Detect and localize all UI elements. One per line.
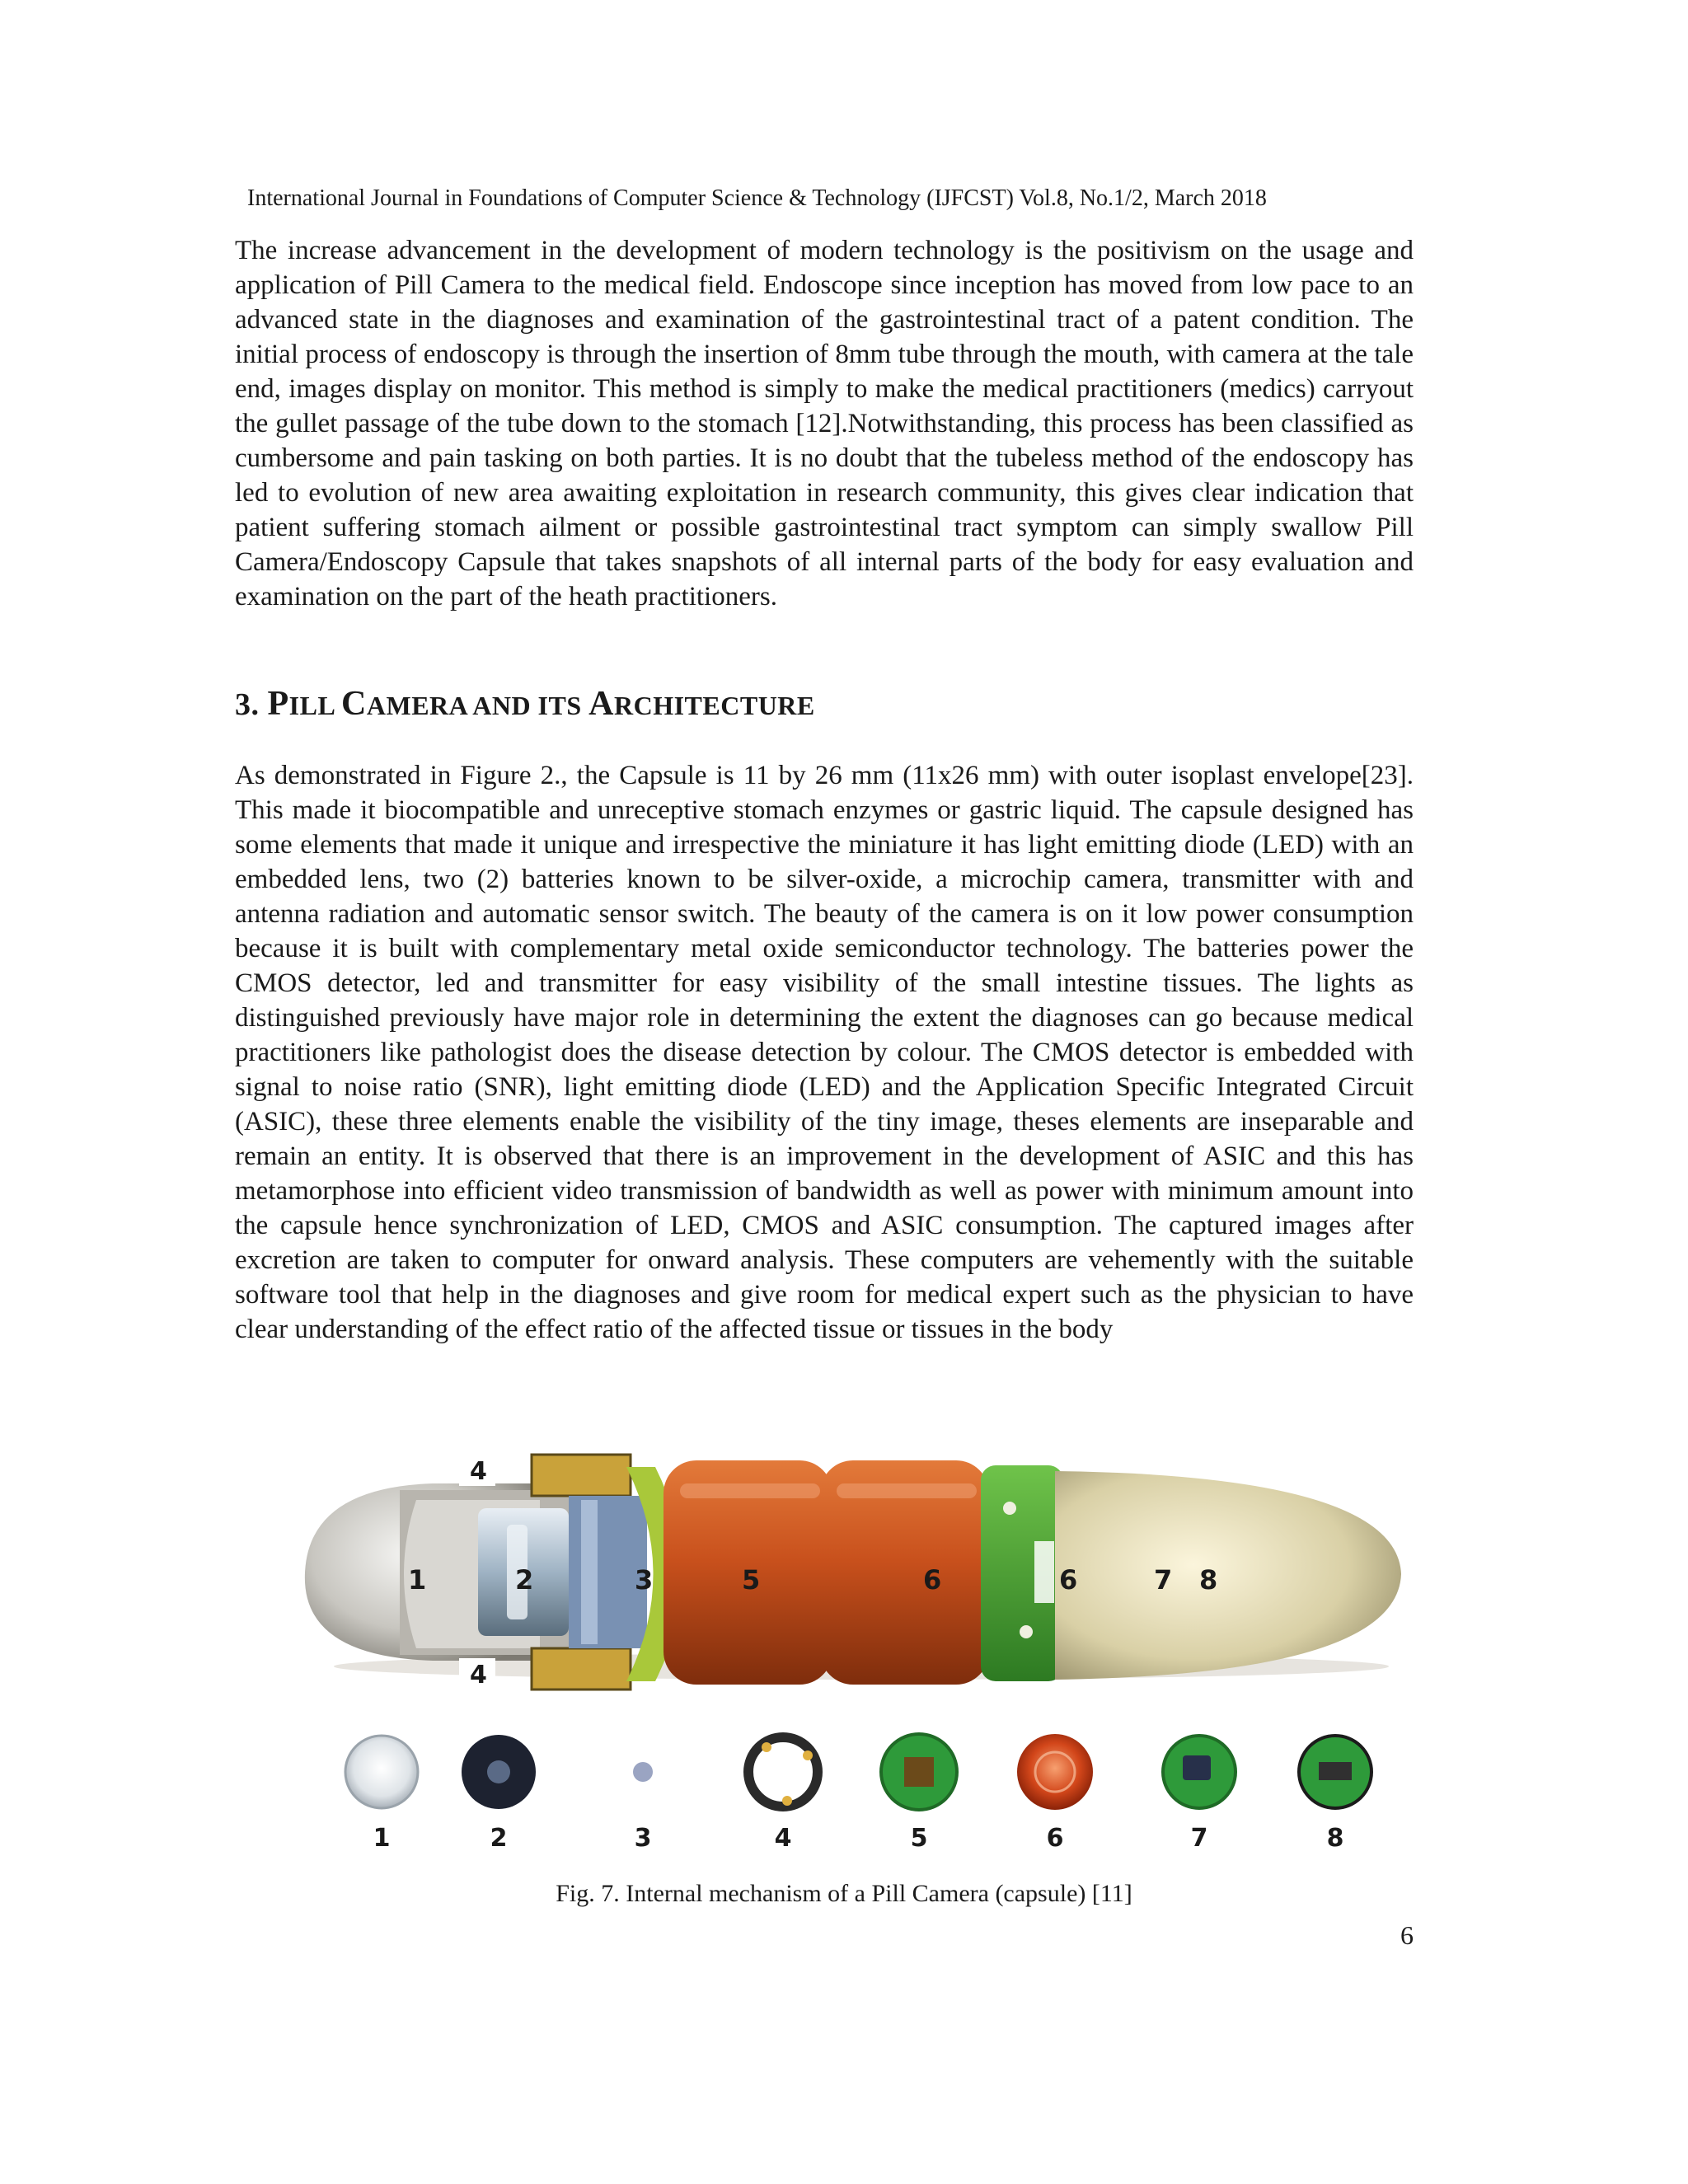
section-title-part: AMERA AND ITS (366, 691, 589, 720)
component-6-battery (1017, 1734, 1093, 1810)
led-dot (803, 1750, 813, 1760)
capsule-label: 6 (1059, 1564, 1078, 1596)
transmitter-coil (1319, 1762, 1352, 1780)
led-dot (782, 1796, 792, 1806)
component-4-led-ring (748, 1737, 818, 1807)
capsule-label: 6 (923, 1564, 942, 1596)
led-bottom (532, 1648, 631, 1690)
section-title-part: P (267, 685, 289, 723)
pill-camera-figure (293, 1451, 1418, 1858)
running-header: International Journal in Foundations of Computer Science & Technology (IJFCST) Vol.8, No.1/2, March 2018 (247, 185, 1267, 211)
component-label: 2 (490, 1824, 508, 1853)
section-paragraph-text: As demonstrated in Figure 2., the Capsule is 11 by 26 mm (11x26 mm) with outer isoplast envelope[23]. This made it biocompatible and unreceptive stomach enzymes or gastric liquid. The capsule designed has some elements that made it unique and irrespective the miniature it has light emitting diode (LED) with an embedded lens, two (2) batteries known to be silver-oxide, a microchip camera, transmitter with and antenna radiation and automatic sensor switch. The beauty of the camera is on it low power consumption because it is built with complementary metal oxide semiconductor technology. The batteries power the CMOS detector, led and transmitter for easy visibility of the small intestine tissues. The lights as distinguished previously have major role in determining the extent the diagnoses can go because medical practitioners like pathologist does the disease detection by colour. The CMOS detector is embedded with signal to noise ratio (SNR), light emitting diode (LED) and the Application Specific Integrated Circuit (ASIC), these three elements enable the visibility of the tiny image, theses elements are inseparable and remain an entity. It is observed that there is an improvement in the development of ASIC and this has metamorphose into efficient video transmission of bandwidth as well as power with minimum amount into the capsule hence synchronization of LED, CMOS and ASIC consumption. The captured images after excretion are taken to computer for onward analysis. These computers are vehemently with the suitable software tool that help in the diagnoses and give room for medical expert such as the physician to have clear understanding of the effect ratio of the affected tissue or tissues in the body (235, 761, 1414, 1344)
component-label: 8 (1326, 1824, 1344, 1853)
intro-paragraph-text: The increase advancement in the development of modern technology is the positivism on the usage and application of Pill Camera to the medical field. Endoscope since inception has moved from low pace to an advanced state in the diagnoses and examination of the gastrointestinal tract of a patent condition. The initial process of endoscopy is through the insertion of 8mm tube through the mouth, with camera at the tale end, images display on monitor. This method is simply to make the medical practitioners (medics) carryout the gullet passage of the tube down to the stomach [12].Notwithstanding, this process has been classified as cumbersome and pain tasking on both parties. It is no doubt that the tubeless method of the endoscopy has led to evolution of new area awaiting exploitation in research community, this gives clear indication that patient suffering stomach ailment or possible gastrointestinal tract symptom can simply swallow Pill Camera/Endoscopy Capsule that takes snapshots of all internal parts of the body for easy evaluation and examination on the part of the heath practitioners. (235, 236, 1414, 612)
page-number: 6 (1400, 1920, 1414, 1950)
capsule-label: 1 (408, 1564, 427, 1596)
section-title-part: C (341, 685, 367, 723)
led-top (532, 1455, 631, 1496)
section-title-part: ILL (288, 691, 342, 720)
led-dot (762, 1742, 771, 1752)
figure-caption: Fig. 7. Internal mechanism of a Pill Camera (capsule) [11] (556, 1880, 1132, 1907)
antenna (1034, 1541, 1054, 1603)
component-label: 1 (373, 1824, 391, 1853)
cmos-chip (904, 1757, 934, 1787)
capsule-label: 3 (635, 1564, 654, 1596)
capsule-label: 2 (515, 1564, 534, 1596)
component-label: 7 (1190, 1824, 1208, 1853)
component-label: 5 (910, 1824, 928, 1853)
section-number: 3. (235, 687, 268, 722)
section-heading (235, 684, 815, 724)
capsule-label: 4 (470, 1457, 487, 1486)
section-title-part: RCHITECTURE (613, 691, 815, 720)
section-title-part: A (588, 685, 614, 723)
capsule-label: 5 (742, 1564, 761, 1596)
intro-paragraph (235, 233, 1414, 614)
battery-shine (837, 1483, 977, 1498)
section-paragraph (235, 758, 1414, 1347)
battery-shine (680, 1483, 820, 1498)
board-component (1020, 1625, 1033, 1638)
capsule-label: 8 (1199, 1564, 1218, 1596)
component-1-optical-dome (345, 1736, 418, 1808)
component-label: 3 (634, 1824, 652, 1853)
cmos-highlight (581, 1500, 598, 1644)
component-2-lens-hole (487, 1760, 510, 1783)
capsule-label: 7 (1154, 1564, 1173, 1596)
asic-chip (1183, 1755, 1211, 1780)
board-component (1003, 1502, 1016, 1515)
capsule-label: 4 (470, 1661, 487, 1690)
component-3-lens (633, 1762, 653, 1782)
component-label: 4 (774, 1824, 792, 1853)
component-label: 6 (1046, 1824, 1064, 1853)
capsule-end-dome (1055, 1471, 1401, 1680)
